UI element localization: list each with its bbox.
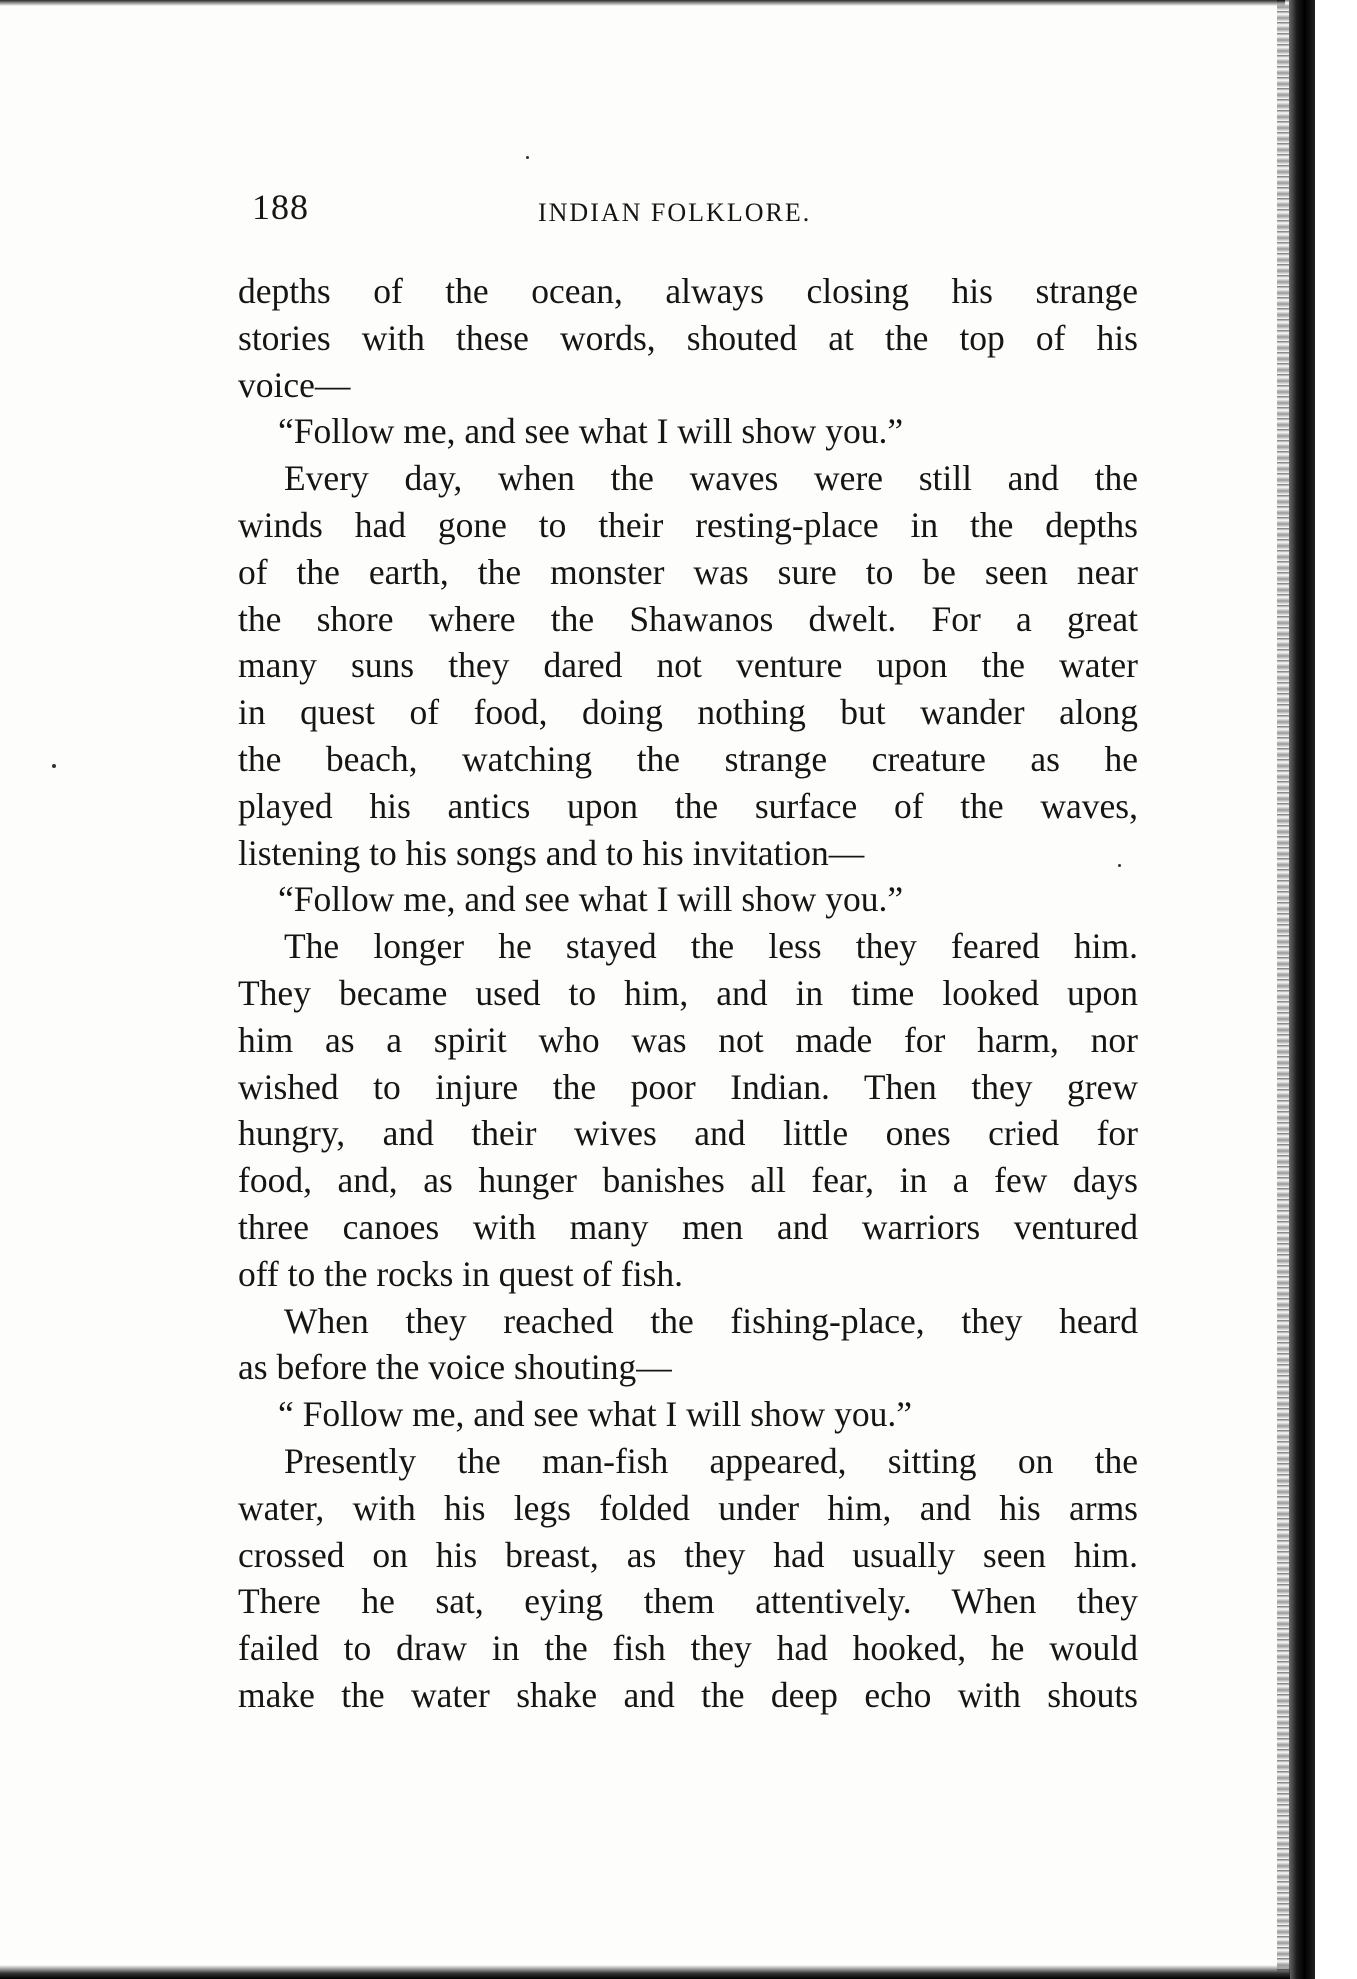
page-number: 188 [252,187,309,227]
text-line: “ Follow me, and see what I will show you.” [278,1394,912,1435]
text-line: wished to injure the poor Indian. Then they grew [238,1066,1138,1107]
text-line: of the earth, the monster was sure to be seen near [238,551,1138,592]
text-line: failed to draw in the fish they had hooked, he would [238,1628,1138,1669]
text-line: as before the voice shouting— [238,1347,672,1388]
text-line: water, with his legs folded under him, and his arms [238,1487,1138,1528]
text-line: “Follow me, and see what I will show you.” [278,411,904,452]
text-line: make the water shake and the deep echo with shouts [238,1674,1138,1715]
text-line: in quest of food, doing nothing but wander along [238,692,1138,733]
text-line: The longer he stayed the less they feared him. [284,926,1138,967]
text-line: depths of the ocean, always closing his strange [238,271,1138,311]
text-line: “Follow me, and see what I will show you.” [278,879,904,920]
binding-edge [1289,0,1315,1979]
text-line: hungry, and their wives and little ones cried for [238,1113,1138,1154]
text-line: crossed on his breast, as they had usually seen him. [238,1534,1138,1575]
text-line: There he sat, eying them attentively. When they [238,1581,1138,1622]
running-title: INDIAN FOLKLORE. [538,198,812,227]
ink-speck [526,156,529,159]
text-line: winds had gone to their resting-place in the depths [238,504,1138,545]
ink-speck [52,764,56,768]
text-line: listening to his songs and to his invitation— [238,832,865,873]
top-edge-shadow [0,0,1290,6]
text-line: They became used to him, and in time looked upon [238,972,1138,1013]
text-line: stories with these words, shouted at the top of his [238,317,1138,358]
text-line: voice— [238,364,351,405]
text-line: played his antics upon the surface of the waves, [238,785,1138,826]
bottom-edge-shadow [0,1965,1290,1979]
text-line: Presently the man-fish appeared, sitting on the [284,1440,1138,1481]
text-line: many suns they dared not venture upon the water [238,645,1138,686]
text-line: him as a spirit who was not made for harm, nor [238,1019,1138,1060]
text-line: three canoes with many men and warriors ventured [238,1206,1138,1247]
page-header [252,186,1172,232]
text-line: food, and, as hunger banishes all fear, in a few days [238,1160,1138,1201]
text-line: When they reached the fishing-place, they heard [284,1300,1138,1341]
text-line: the beach, watching the strange creature as he [238,738,1138,779]
body-text [238,268,1138,1719]
text-line: Every day, when the waves were still and the [284,458,1138,499]
text-line: off to the rocks in quest of fish. [238,1253,683,1294]
text-line: the shore where the Shawanos dwelt. For a great [238,598,1138,639]
